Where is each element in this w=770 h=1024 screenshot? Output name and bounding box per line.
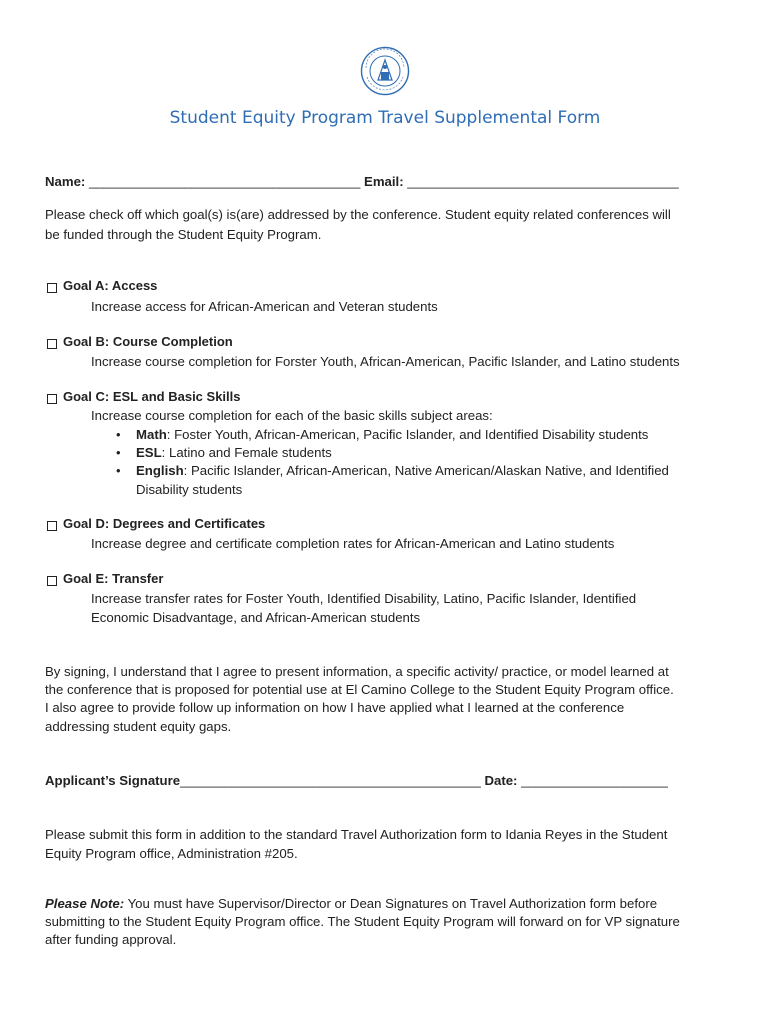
note-label: Please Note: <box>45 896 125 911</box>
el-camino-college-seal <box>360 46 410 96</box>
goal-b-desc: Increase course completion for Forster Youth, African-American, Pacific Islander, and Latino students <box>91 354 680 369</box>
goal-b-checkbox[interactable] <box>47 339 57 349</box>
english-text: : Pacific Islander, African-American, Native American/Alaskan Native, and Identified <box>183 463 669 478</box>
note-line-3: after funding approval. <box>45 932 177 947</box>
goal-e-desc-1: Increase transfer rates for Foster Youth, Identified Disability, Latino, Pacific Islander, Identified <box>91 591 637 606</box>
goal-b-title: Goal B: Course Completion <box>63 334 233 349</box>
goal-c-english-item <box>136 462 669 480</box>
agreement-line-4: addressing student equity gaps. <box>45 719 232 734</box>
goal-e-title: Goal E: Transfer <box>63 571 164 586</box>
name-email-row <box>45 173 679 191</box>
goal-c-checkbox[interactable] <box>47 394 57 404</box>
goal-d-checkbox[interactable] <box>47 521 57 531</box>
bullet-icon: • <box>116 463 121 478</box>
esl-label: ESL <box>136 445 162 460</box>
math-text: : Foster Youth, African-American, Pacific Islander, and Identified Disability students <box>166 427 649 442</box>
email-label: Email: <box>364 174 404 189</box>
goal-c-esl-item <box>136 444 332 462</box>
note-text-1: You must have Supervisor/Director or Dean Signatures on Travel Authorization form before <box>124 896 658 911</box>
date-label: Date: <box>484 773 518 788</box>
goal-a-checkbox[interactable] <box>47 283 57 293</box>
name-label: Name: <box>45 174 86 189</box>
bullet-icon: • <box>116 445 121 460</box>
agreement-line-3: I also agree to provide follow up information on how I have applied what I learned at the conference <box>45 700 625 715</box>
goal-e-desc-2: Economic Disadvantage, and African-American students <box>91 610 421 625</box>
email-field[interactable]: _____________________________________ <box>407 174 679 189</box>
math-label: Math <box>136 427 167 442</box>
signature-row <box>45 772 668 790</box>
bullet-icon: • <box>116 427 121 442</box>
goal-c-english-text-2: Disability students <box>136 482 243 497</box>
english-label: English <box>136 463 184 478</box>
goal-a-desc: Increase access for African-American and Veteran students <box>91 299 438 314</box>
form-title: Student Equity Program Travel Supplemental Form <box>169 108 601 128</box>
intro-line-1: Please check off which goal(s) is(are) addressed by the conference. Student equity related conferences will <box>45 207 671 222</box>
name-field[interactable]: _____________________________________ <box>88 174 361 189</box>
goal-e-checkbox[interactable] <box>47 576 57 586</box>
agreement-line-1: By signing, I understand that I agree to present information, a specific activity/ practice, or model learned at <box>45 664 669 679</box>
esl-text: : Latino and Female students <box>161 445 332 460</box>
goal-d-desc: Increase degree and certificate completion rates for African-American and Latino students <box>91 536 615 551</box>
goal-c-desc: Increase course completion for each of the basic skills subject areas: <box>91 408 493 423</box>
note-line-1 <box>45 895 657 913</box>
signature-field[interactable]: _________________________________________ <box>180 773 481 788</box>
goal-c-math-item <box>136 426 648 444</box>
submit-line-1: Please submit this form in addition to the standard Travel Authorization form to Idania Reyes in the Student <box>45 827 668 842</box>
goal-a-title: Goal A: Access <box>63 278 158 293</box>
agreement-line-2: the conference that is proposed for potential use at El Camino College to the Student Equity Program office. <box>45 682 674 697</box>
submit-line-2: Equity Program office, Administration #205. <box>45 846 298 861</box>
goal-d-title: Goal D: Degrees and Certificates <box>63 516 266 531</box>
signature-label: Applicant’s Signature <box>45 773 181 788</box>
goal-c-title: Goal C: ESL and Basic Skills <box>63 389 241 404</box>
date-field[interactable]: ____________________ <box>521 773 668 788</box>
intro-line-2: be funded through the Student Equity Program. <box>45 227 322 242</box>
note-line-2: submitting to the Student Equity Program office. The Student Equity Program will forward on for VP signature <box>45 914 680 929</box>
